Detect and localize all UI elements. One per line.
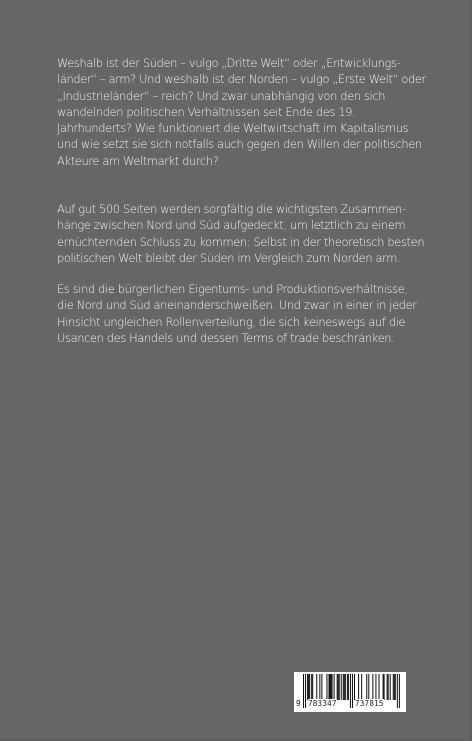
blurb-line: Usancen des Handels und dessen Terms of trade beschränken. — [57, 330, 395, 345]
barcode-bar — [366, 674, 367, 700]
barcode-bar — [334, 674, 335, 700]
blurb-line: Hinsicht ungleichen Rollenverteilung, die sich keineswegs auf die — [57, 314, 406, 329]
barcode-bar — [399, 674, 400, 708]
barcode-bar — [308, 674, 309, 700]
barcode-bar — [303, 674, 304, 708]
barcode-bar — [343, 674, 344, 700]
blurb-line: „Industrieländer“ – reich? Und zwar unabhängig von den sich — [57, 88, 386, 103]
barcode-right-digits: 737815 — [355, 699, 384, 708]
barcode-bar — [348, 674, 349, 700]
barcode-bar — [341, 674, 342, 700]
blurb-line: hänge zwischen Nord und Süd aufgedeckt, um letztlich zu einem — [57, 218, 406, 233]
blurb-line: die Nord und Süd aneinanderschweißen. Und zwar in einer in jeder — [57, 298, 417, 313]
barcode-bar — [347, 674, 348, 700]
barcode-left-digits: 783347 — [308, 699, 337, 708]
barcode-bar — [375, 674, 376, 700]
barcode-bar — [321, 674, 322, 700]
blurb-line: Akteure am Weltmarkt durch? — [57, 153, 219, 168]
barcode-bar — [332, 674, 333, 700]
barcode-bar — [387, 674, 388, 700]
barcode-bar — [330, 674, 331, 700]
barcode-bar — [331, 674, 332, 700]
blurb-line: politischen Welt bleibt der Süden im Vergleich zum Norden arm. — [57, 250, 401, 265]
blurb-line: Weshalb ist der Süden – vulgo „Dritte Welt“ oder „Entwicklungs- — [57, 56, 401, 70]
barcode-bar — [339, 674, 340, 700]
barcode-bar — [311, 674, 312, 700]
blurb-paragraph-3 — [57, 281, 427, 346]
barcode-bar — [390, 674, 391, 700]
barcode-bar — [309, 674, 310, 700]
barcode-bar — [350, 674, 351, 708]
barcode-bar — [352, 674, 353, 708]
barcode-bar — [319, 674, 320, 700]
barcode-bar — [393, 674, 394, 700]
barcode-bar — [312, 674, 313, 700]
barcode-bar — [326, 674, 327, 700]
blurb-line: Jahrhunderts? Wie funktioniert die Weltwirtschaft im Kapitalismus — [57, 121, 409, 136]
barcode-bar — [395, 674, 396, 700]
isbn-barcode — [294, 672, 406, 712]
blurb-line: länder“ – arm? Und weshalb ist der Norden – vulgo „Erste Welt“ oder — [57, 72, 426, 87]
barcode-bar — [388, 674, 389, 700]
blurb-line: und wie setzt sie sich notfalls auch gegen den Willen der politischen — [57, 137, 422, 152]
barcode-bar — [338, 674, 339, 700]
barcode-bar — [384, 674, 385, 700]
barcode-bar — [394, 674, 395, 700]
barcode-bar — [316, 674, 317, 700]
barcode-bar — [329, 674, 330, 700]
barcode-bar — [372, 674, 373, 700]
barcode-bar — [383, 674, 384, 700]
blurb-paragraph-2 — [57, 201, 427, 266]
barcode-bar — [397, 674, 398, 708]
barcode-bar — [337, 674, 338, 700]
blurb-paragraph-1 — [57, 55, 427, 169]
barcode-bar — [368, 674, 369, 700]
barcode-bar — [361, 674, 362, 700]
blurb-line: Es sind die bürgerlichen Eigentums- und Produktionsverhältnisse, — [57, 282, 408, 296]
blurb-line: wandelnden politischen Verhältnissen seit Ende des 19. — [57, 104, 356, 119]
barcode-bar — [354, 674, 355, 700]
blurb-line: Auf gut 500 Seiten werden sorgfältig die wichtigsten Zusammen- — [57, 202, 406, 216]
barcode-bar — [358, 674, 359, 700]
barcode-first-digit: 9 — [296, 699, 301, 708]
barcode-bar — [305, 674, 306, 708]
barcode-bar — [307, 674, 308, 700]
blurb-line: ernüchternden Schluss zu kommen: Selbst in der theoretisch besten — [57, 234, 425, 249]
barcode-bar — [378, 674, 379, 700]
barcode-bar — [345, 674, 346, 700]
barcode-bar — [344, 674, 345, 700]
